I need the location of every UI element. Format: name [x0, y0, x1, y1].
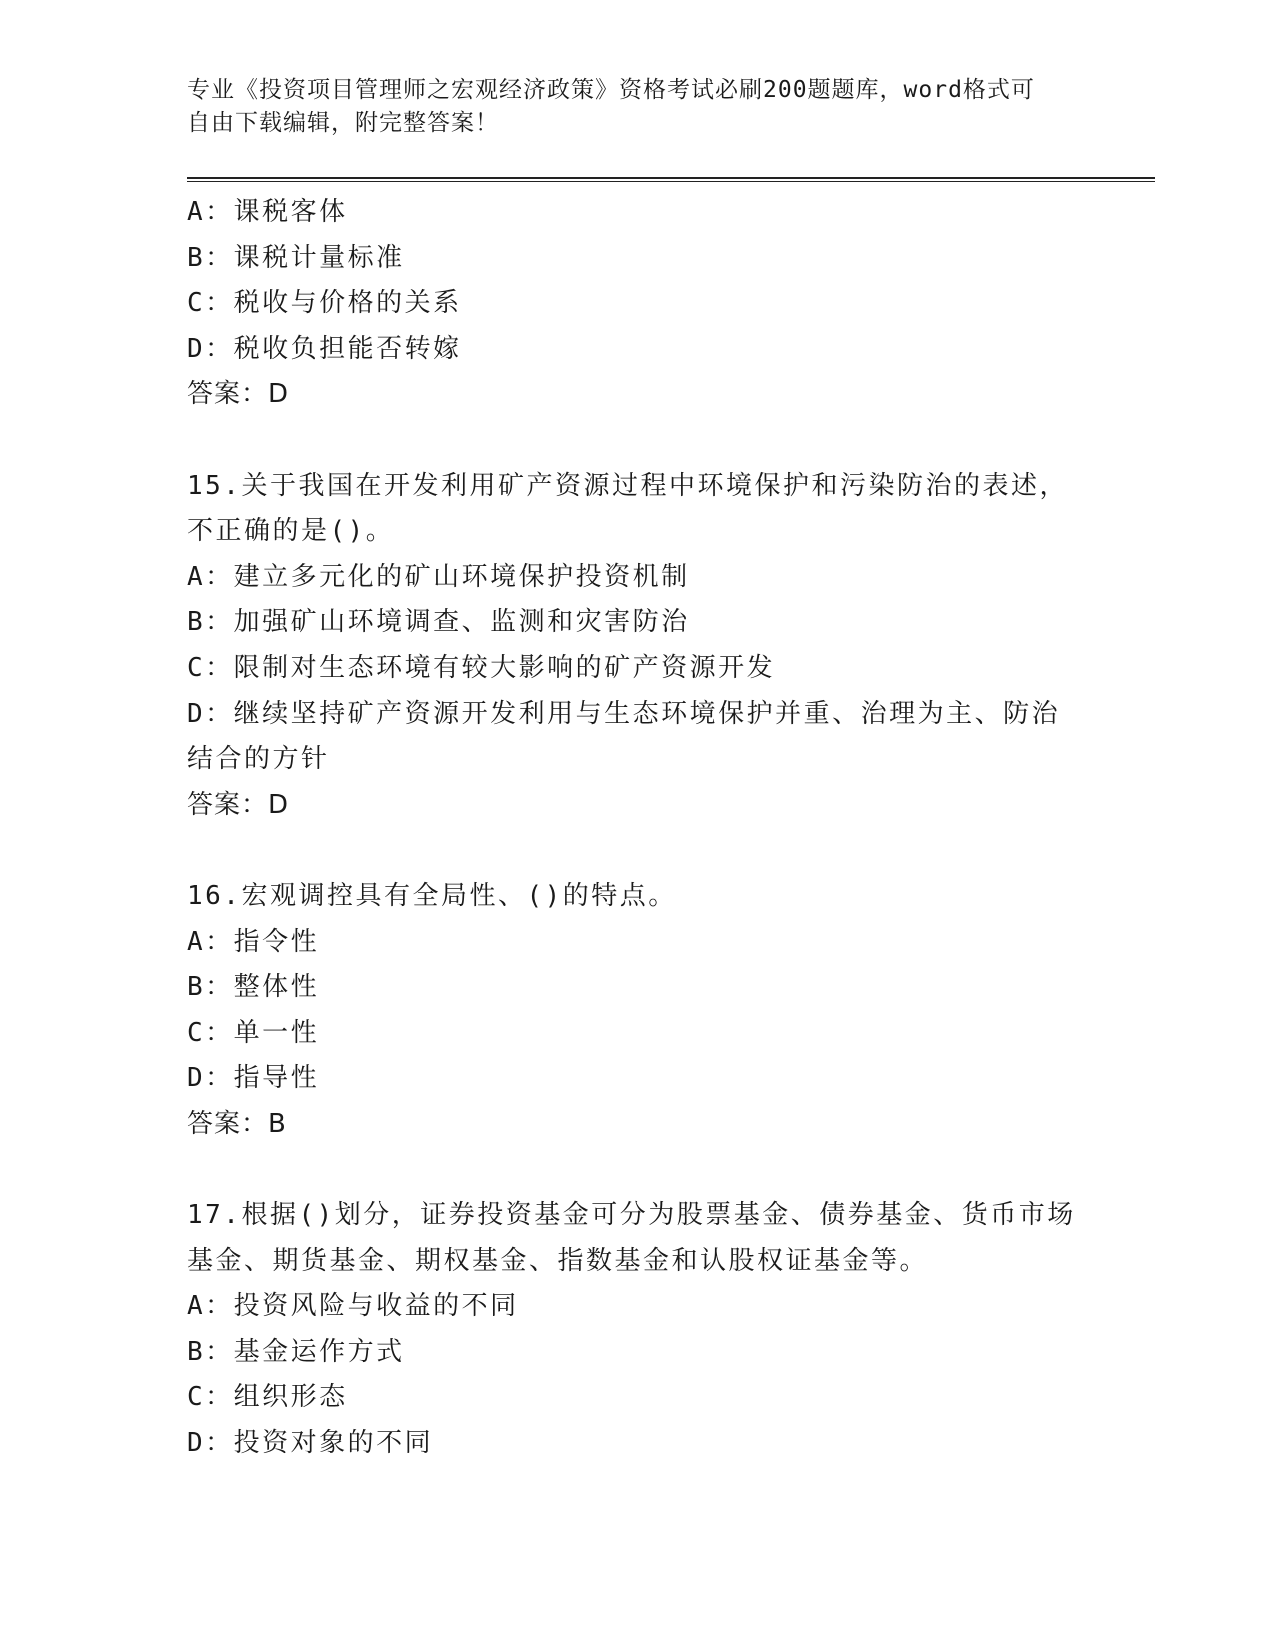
document-header	[187, 74, 1067, 140]
option-c: C：税收与价格的关系	[187, 288, 462, 319]
option-a: A：指令性	[187, 926, 320, 957]
question-15	[187, 464, 1087, 829]
option-c: C：单一性	[187, 1017, 320, 1048]
question-stem-line-2: 不正确的是()。	[187, 516, 395, 547]
question-stem-line-2: 基金、期货基金、期权基金、指数基金和认股权证基金等。	[187, 1245, 929, 1276]
question-17	[187, 1193, 1087, 1467]
answer-text: 答案：B	[187, 1108, 287, 1139]
header-line-2: 自由下载编辑，附完整答案！	[187, 110, 499, 136]
question-list	[187, 190, 1087, 1467]
option-c: C：组织形态	[187, 1382, 348, 1413]
option-b: B：基金运作方式	[187, 1336, 405, 1367]
header-line-1: 专业《投资项目管理师之宏观经济政策》资格考试必刷200题题库，word格式可	[187, 77, 1035, 103]
option-d: D：投资对象的不同	[187, 1428, 434, 1459]
option-d-continued: 结合的方针	[187, 744, 330, 775]
question-stem-line-1: 16.宏观调控具有全局性、()的特点。	[187, 880, 677, 911]
question-16	[187, 874, 1087, 1148]
option-d: D：税收负担能否转嫁	[187, 333, 462, 364]
option-d: D：指导性	[187, 1063, 320, 1094]
option-d: D：继续坚持矿产资源开发利用与生态环境保护并重、治理为主、防治	[187, 698, 1061, 729]
option-a: A：建立多元化的矿山环境保护投资机制	[187, 561, 690, 592]
question-stem-line-1: 15.关于我国在开发利用矿产资源过程中环境保护和污染防治的表述，	[187, 470, 1068, 501]
answer-text: 答案：D	[187, 379, 290, 410]
question-14	[187, 190, 1087, 418]
option-b: B：整体性	[187, 972, 320, 1003]
option-b: B：加强矿山环境调查、监测和灾害防治	[187, 607, 690, 638]
answer-text: 答案：D	[187, 789, 290, 820]
question-stem-line-1: 17.根据()划分，证券投资基金可分为股票基金、债券基金、货币市场	[187, 1200, 1076, 1231]
option-a: A：投资风险与收益的不同	[187, 1291, 519, 1322]
option-a: A：课税客体	[187, 197, 348, 227]
option-c: C：限制对生态环境有较大影响的矿产资源开发	[187, 652, 776, 683]
option-b: B：课税计量标准	[187, 242, 405, 273]
header-divider	[187, 177, 1155, 182]
